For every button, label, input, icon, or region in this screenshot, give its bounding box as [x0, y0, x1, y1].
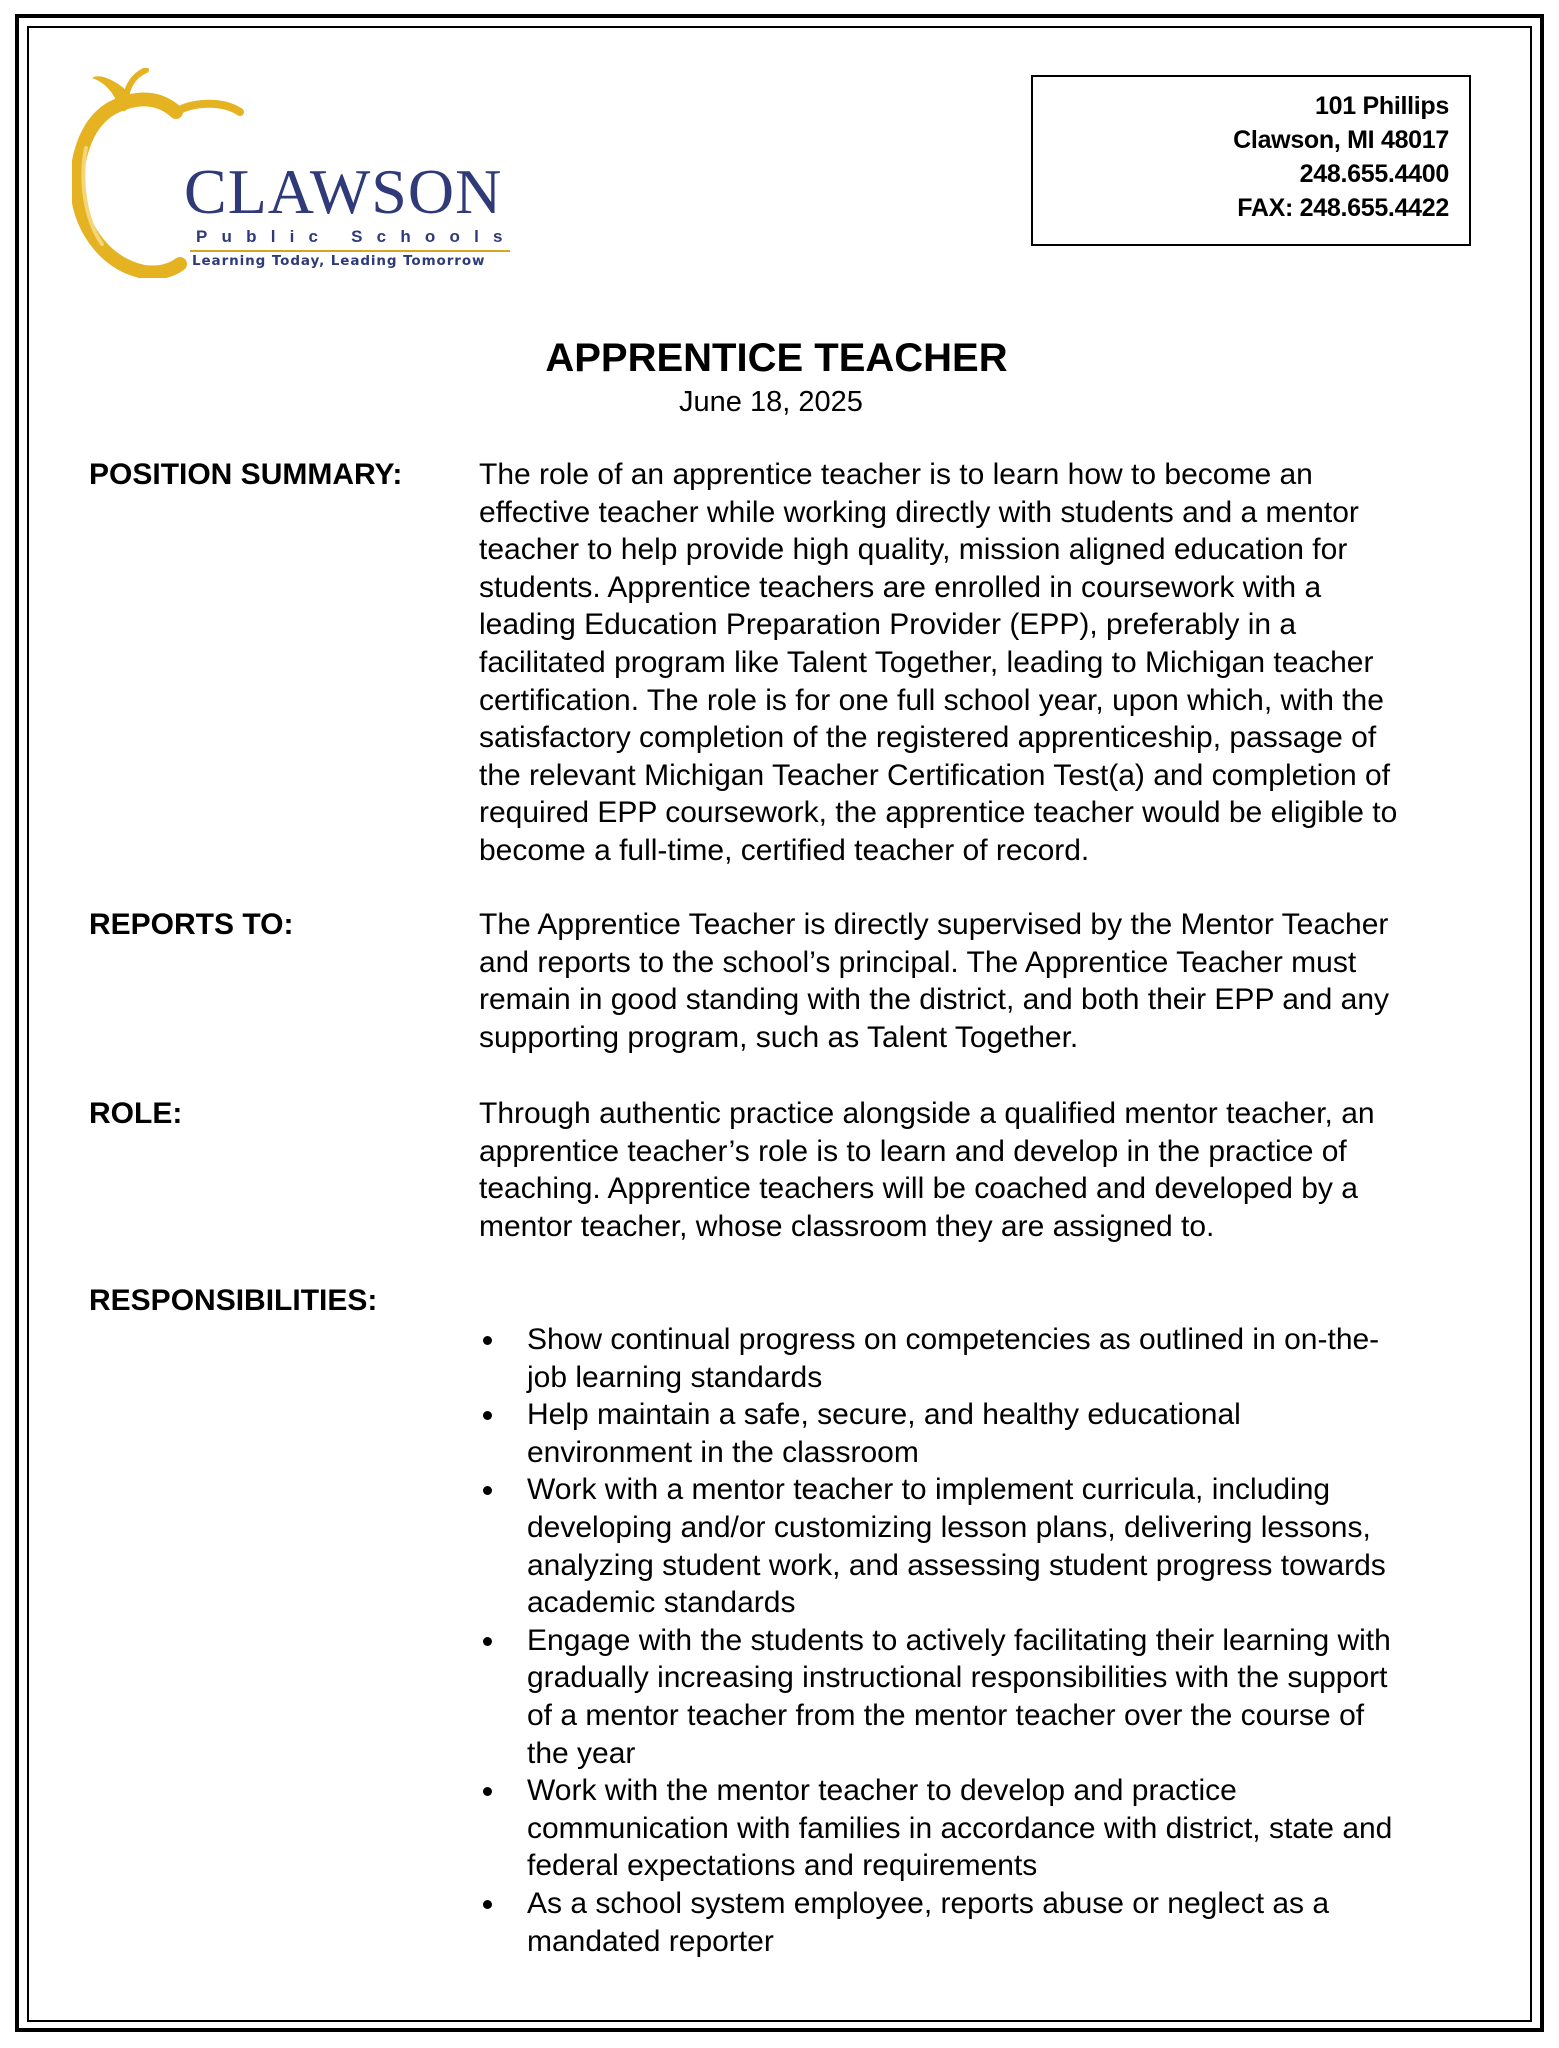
- bullet-icon: [483, 1486, 492, 1495]
- text-line: become a full-time, certified teacher of record.: [479, 833, 1090, 867]
- text-line: satisfactory completion of the registered apprenticeship, passage of: [479, 721, 1377, 755]
- bullet-icon: [483, 1336, 492, 1345]
- address-box: [1031, 75, 1471, 246]
- text-line: and reports to the school’s principal. The Apprentice Teacher must: [479, 945, 1357, 979]
- address-city: Clawson, MI 48017: [1233, 126, 1449, 154]
- text-line: facilitated program like Talent Together, leading to Michigan teacher: [479, 645, 1374, 679]
- text-line: effective teacher while working directly with students and a mentor: [479, 495, 1359, 529]
- list-item: [479, 1321, 1479, 1396]
- role-text: [479, 1095, 1479, 1245]
- text-line: of a mentor teacher from the mentor teacher over the course of: [527, 1698, 1365, 1732]
- text-line: supporting program, such as Talent Together.: [479, 1020, 1079, 1054]
- logo-tagline: Learning Today, Leading Tomorrow: [192, 253, 486, 269]
- text-line: teaching. Apprentice teachers will be coached and developed by a: [479, 1172, 1358, 1206]
- bullet-icon: [483, 1787, 492, 1796]
- text-line: The Apprentice Teacher is directly supervised by the Mentor Teacher: [479, 908, 1389, 941]
- text-line: federal expectations and requirements: [527, 1849, 1038, 1883]
- text-line: students. Apprentice teachers are enrolled in coursework with a: [479, 570, 1322, 604]
- text-line: mandated reporter: [527, 1924, 774, 1958]
- text-line: Work with a mentor teacher to implement curricula, including: [527, 1473, 1331, 1507]
- logo-subtitle: Public Schools: [196, 227, 517, 246]
- text-line: teacher to help provide high quality, mission aligned education for: [479, 533, 1348, 567]
- text-line: analyzing student work, and assessing student progress towards: [527, 1548, 1386, 1582]
- text-line: developing and/or customizing lesson plans, delivering lessons,: [527, 1510, 1371, 1544]
- role-label: ROLE:: [89, 1097, 183, 1130]
- text-line: communication with families in accordance with district, state and: [527, 1811, 1393, 1845]
- text-line: Engage with the students to actively facilitating their learning with: [527, 1623, 1391, 1657]
- text-line: academic standards: [527, 1586, 796, 1620]
- text-line: environment in the classroom: [527, 1435, 919, 1469]
- position-summary-label: POSITION SUMMARY:: [89, 458, 403, 491]
- responsibilities-label: RESPONSIBILITIES:: [89, 1284, 378, 1317]
- list-item: [479, 1622, 1479, 1772]
- address-fax: FAX: 248.655.4422: [1237, 194, 1449, 222]
- list-item: [479, 1885, 1479, 1960]
- address-phone: 248.655.4400: [1299, 160, 1449, 188]
- text-line: As a school system employee, reports abuse or neglect as a: [527, 1886, 1330, 1920]
- clawson-logo: [72, 68, 532, 278]
- text-line: apprentice teacher’s role is to learn and develop in the practice of: [479, 1134, 1347, 1168]
- responsibilities-list: [479, 1321, 1479, 1960]
- text-line: remain in good standing with the district, and both their EPP and any: [479, 983, 1390, 1017]
- text-line: certification. The role is for one full school year, upon which, with the: [479, 683, 1384, 717]
- bullet-icon: [483, 1411, 492, 1420]
- document-date: June 18, 2025: [679, 386, 863, 418]
- text-line: leading Education Preparation Provider (EPP), preferably in a: [479, 608, 1297, 642]
- text-line: the year: [527, 1736, 636, 1770]
- reports-to-label: REPORTS TO:: [89, 908, 294, 941]
- text-line: Help maintain a safe, secure, and healthy educational: [527, 1398, 1241, 1432]
- bullet-icon: [483, 1637, 492, 1646]
- logo-divider: [190, 250, 510, 252]
- position-summary-text: [479, 456, 1479, 870]
- text-line: mentor teacher, whose classroom they are assigned to.: [479, 1209, 1215, 1243]
- text-line: The role of an apprentice teacher is to learn how to become an: [479, 458, 1313, 491]
- reports-to-text: [479, 906, 1479, 1056]
- text-line: the relevant Michigan Teacher Certification Test(a) and completion of: [479, 758, 1391, 792]
- logo-wordmark: CLAWSON: [184, 156, 503, 227]
- list-item: [479, 1471, 1479, 1621]
- bullet-icon: [483, 1900, 492, 1909]
- list-item: [479, 1772, 1479, 1885]
- text-line: gradually increasing instructional responsibilities with the support: [527, 1661, 1388, 1695]
- text-line: required EPP coursework, the apprentice teacher would be eligible to: [479, 796, 1398, 830]
- text-line: Through authentic practice alongside a qualified mentor teacher, an: [479, 1097, 1375, 1130]
- text-line: job learning standards: [527, 1360, 823, 1394]
- text-line: Show continual progress on competencies as outlined in on-the-: [527, 1323, 1380, 1356]
- page-title: APPRENTICE TEACHER: [545, 336, 1008, 380]
- text-line: Work with the mentor teacher to develop and practice: [527, 1774, 1237, 1808]
- list-item: [479, 1396, 1479, 1471]
- address-street: 101 Phillips: [1315, 92, 1449, 120]
